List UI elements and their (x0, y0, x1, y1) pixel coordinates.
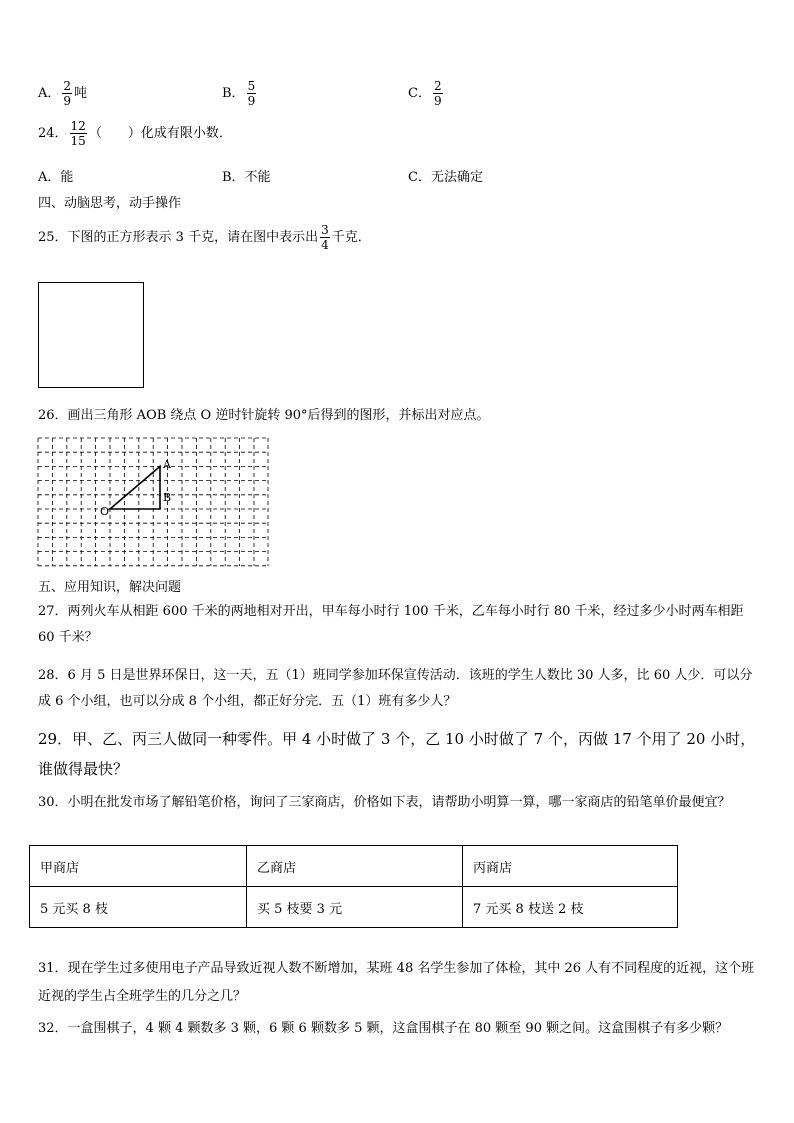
label-b: B (163, 491, 172, 504)
q24-option-b: B．不能 (222, 170, 271, 185)
q23-b-fraction: $\frac{5}{9}$ (247, 79, 256, 108)
q31-text: 31．现在学生过多使用电子产品导致近视人数不断增加，某班 48 名学生参加了体检，其中 26 人有不同程度的近视，这个班近视的学生占全班学生的几分之几？ (38, 961, 755, 1004)
q23-a-fraction: $\frac{2}{9}$ (63, 79, 72, 108)
table-header-row (30, 846, 678, 887)
label-a: A (163, 458, 171, 471)
header-bing: 丙商店 (463, 846, 678, 887)
section-5-heading: 五、应用知识，解决问题 (38, 580, 182, 595)
q25-fraction: $\frac{3}{4}$ (321, 223, 329, 252)
q26-text: 26．画出三角形 AOB 绕点 O 逆时针旋转 90°后得到的图形，并标出对应点。 (38, 408, 490, 423)
q25-text: 25．下图的正方形表示 3 千克，请在图中表示出 $\frac{3}{4}$ 千克． (38, 223, 371, 252)
q23-option-c: C． $\frac{2}{9}$ (408, 79, 442, 108)
cell-jia: 5 元买 8 枝 (30, 887, 247, 928)
label-o: O (100, 505, 110, 518)
section-4-heading: 四、动脑思考，动手操作 (38, 196, 182, 211)
cell-bing: 7 元买 8 枝送 2 枝 (463, 887, 678, 928)
price-table (29, 845, 678, 928)
table-row (30, 887, 678, 928)
q23-option-a: A． $\frac{2}{9}$ 吨 (38, 79, 88, 108)
q28-text: 28．6 月 5 日是世界环保日，这一天，五（1）班同学参加环保宣传活动．该班的学生人数比 30 人多，比 60 人少．可以分成 6 个小组，也可以分成 8 个小组，都正好分完．五（1）班有多少人？ (38, 668, 753, 709)
q30-text: 30．小明在批发市场了解铅笔价格，询问了三家商店，价格如下表，请帮助小明算一算，哪一家商店的铅笔单价最便宜？ (38, 795, 731, 810)
q32-text: 32．一盒围棋子，4 颗 4 颗数多 3 颗，6 颗 6 颗数多 5 颗，这盒围棋子在 80 颗至 90 颗之间。这盒围棋子有多少颗？ (38, 1021, 729, 1036)
triangle-aob (110, 466, 160, 509)
q23-c-fraction: $\frac{2}{9}$ (433, 79, 442, 108)
q23-option-b: B． $\frac{5}{9}$ (222, 79, 256, 108)
cell-yi: 买 5 枝要 3 元 (247, 887, 463, 928)
q24-fraction: $\frac{12}{15}$ (70, 119, 86, 148)
header-yi: 乙商店 (247, 846, 463, 887)
q29-text: 29．甲、乙、丙三人做同一种零件。甲 4 小时做了 3 个，乙 10 小时做了 7 个，丙做 17 个用了 20 小时，谁做得最快？ (38, 730, 756, 778)
square-figure (38, 282, 144, 388)
q24-option-c: C．无法确定 (408, 170, 483, 185)
q27-text: 27．两列火车从相距 600 千米的两地相对开出，甲车每小时行 100 千米，乙车每小时行 80 千米，经过多少小时两车相距 60 千米？ (38, 604, 744, 645)
q24-stem: 24． $\frac{12}{15}$ （ ）化成有限小数． (38, 119, 232, 148)
q24-option-a: A．能 (38, 170, 74, 185)
grid-lines (38, 438, 268, 566)
header-jia: 甲商店 (30, 846, 247, 887)
rotation-grid (37, 437, 269, 567)
